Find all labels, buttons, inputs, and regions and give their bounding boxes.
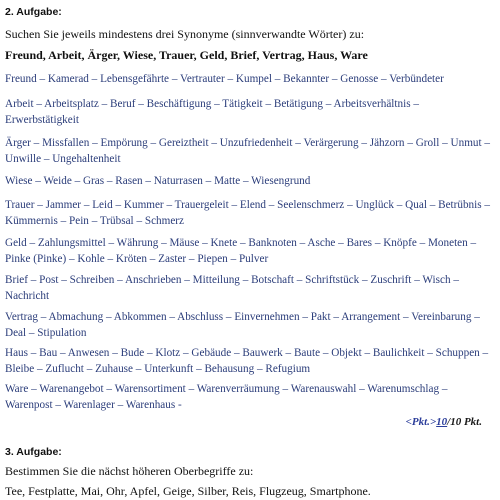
task3-instruction: Bestimmen Sie die nächst höheren Oberbegriffe zu:	[5, 464, 254, 478]
answer-haus: Haus – Bau – Anwesen – Bude – Klotz – Gebäude – Bauwerk – Baute – Objekt – Baulichkeit – Schuppen – Bleibe – Zuflucht – Zuhause – Unterkunft – Behausung – Refugium	[5, 347, 489, 375]
task3-words: Tee, Festplatte, Mai, Ohr, Apfel, Geige, Silber, Reis, Flugzeug, Smartphone.	[5, 484, 371, 498]
score	[406, 416, 482, 428]
answer-brief: Brief – Post – Schreiben – Anschrieben – Mitteilung – Botschaft – Schriftstück – Zuschrift – Wisch – Nachricht	[5, 274, 459, 302]
score-total: /10 Pkt.	[447, 416, 482, 428]
answer-geld: Geld – Zahlungsmittel – Währung – Mäuse – Knete – Banknoten – Asche – Bares – Knöpfe – Moneten – Pinke (Pinke) – Kohle – Kröten – Zaster – Piepen – Pulver	[5, 237, 477, 265]
answer-ware: Ware – Warenangebot – Warensortiment – Warenverräumung – Warenauswahl – Warenumschlag – Warenpost – Warenlager – Warenhaus -	[5, 383, 448, 411]
task2-instruction: Suchen Sie jeweils mindestens drei Synonyme (sinnverwandte Wörter) zu:	[5, 27, 365, 41]
answer-aerger: Ärger – Missfallen – Empörung – Gereiztheit – Unzufriedenheit – Verärgerung – Jähzorn – Groll – Unmut – Unwille – Ungehaltenheit	[5, 137, 490, 165]
answer-freund: Freund – Kamerad – Lebensgefährte – Vertrauter – Kumpel – Bekannter – Genosse – Verbündeter	[5, 73, 444, 85]
answer-wiese: Wiese – Weide – Gras – Rasen – Naturrasen – Matte – Wiesengrund	[5, 175, 311, 187]
score-points: 10	[436, 416, 448, 428]
task2-heading: 2. Aufgabe:	[5, 6, 62, 18]
answer-vertrag: Vertrag – Abmachung – Abkommen – Abschluss – Einvernehmen – Pakt – Arrangement – Vereinbarung – Deal – Stipulation	[5, 311, 480, 339]
score-mark: <Pkt.>	[405, 416, 437, 428]
answer-arbeit: Arbeit – Arbeitsplatz – Beruf – Beschäftigung – Tätigkeit – Betätigung – Arbeitsverhältnis – Erwerbstätigkeit	[5, 98, 419, 126]
answer-trauer: Trauer – Jammer – Leid – Kummer – Trauergeleit – Elend – Seelenschmerz – Unglück – Qual – Betrübnis – Kümmernis – Pein – Trübsal – Schmerz	[5, 199, 491, 227]
task2-words: Freund, Arbeit, Ärger, Wiese, Trauer, Geld, Brief, Vertrag, Haus, Ware	[5, 48, 368, 62]
task3-heading: 3. Aufgabe:	[5, 446, 62, 458]
